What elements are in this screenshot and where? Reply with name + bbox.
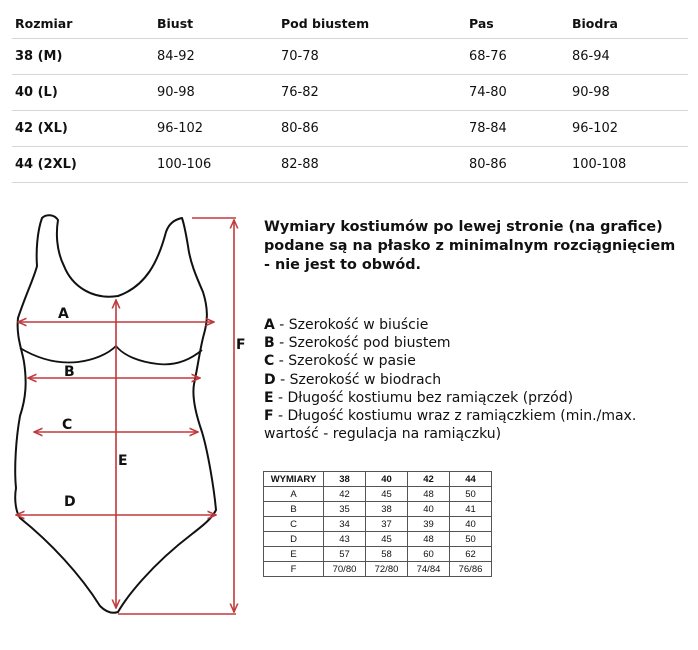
table-row <box>12 39 688 75</box>
table-row <box>264 517 492 532</box>
table-cell: 40 <box>408 502 450 517</box>
legend-key: E <box>264 389 274 406</box>
size-cell: 44 (2XL) <box>15 157 77 172</box>
table-cell: 37 <box>366 517 408 532</box>
label-a: A <box>58 306 69 322</box>
table-row <box>12 111 688 147</box>
header-cell: WYMIARY <box>264 472 324 487</box>
bust-cell: 90-98 <box>157 85 195 100</box>
table-cell: 60 <box>408 547 450 562</box>
header-cell: 42 <box>408 472 450 487</box>
size-table <box>12 8 688 183</box>
table-cell: 43 <box>324 532 366 547</box>
header-waist: Pas <box>469 15 494 31</box>
table-row <box>264 547 492 562</box>
table-cell: F <box>264 562 324 577</box>
table-cell: D <box>264 532 324 547</box>
bust-seam <box>20 346 202 364</box>
waist-cell: 78-84 <box>469 121 507 136</box>
size-table-header <box>12 8 688 39</box>
table-cell: 41 <box>450 502 492 517</box>
waist-cell: 74-80 <box>469 85 507 100</box>
table-cell: 58 <box>366 547 408 562</box>
table-row <box>12 75 688 111</box>
legend-key: C <box>264 353 275 370</box>
swimsuit-diagram <box>0 200 260 630</box>
dimensions-table <box>263 471 492 577</box>
table-cell: 50 <box>450 487 492 502</box>
bust-cell: 84-92 <box>157 49 195 64</box>
measurement-note <box>264 218 694 275</box>
underbust-cell: 70-78 <box>281 49 319 64</box>
header-size: Rozmiar <box>15 15 73 31</box>
legend-text: - Długość kostiumu bez ramiączek (przód) <box>273 389 574 406</box>
note-line: podane są na płasko z minimalnym rozciągnięciem <box>264 238 676 254</box>
legend-text: - Długość kostiumu wraz z ramiączkiem (min./max. <box>273 408 637 425</box>
table-row <box>264 562 492 577</box>
legend-key: A <box>264 317 275 333</box>
table-cell: 57 <box>324 547 366 562</box>
table-cell: 76/86 <box>450 562 492 577</box>
hips-cell: 100-108 <box>572 157 627 172</box>
legend-continuation: wartość - regulacja na ramiączku) <box>264 426 502 443</box>
hips-cell: 90-98 <box>572 85 610 100</box>
label-f: F <box>236 337 246 353</box>
table-cell: 39 <box>408 517 450 532</box>
table-cell: B <box>264 502 324 517</box>
table-cell: C <box>264 517 324 532</box>
waist-cell: 80-86 <box>469 157 507 172</box>
hips-cell: 96-102 <box>572 121 619 136</box>
table-cell: 45 <box>366 532 408 547</box>
table-cell: 48 <box>408 487 450 502</box>
table-row <box>264 502 492 517</box>
measurement-legend <box>264 316 694 443</box>
hips-cell: 86-94 <box>572 49 610 64</box>
legend-item <box>264 371 694 389</box>
table-cell: 50 <box>450 532 492 547</box>
legend-item <box>264 352 694 370</box>
legend-key: F <box>264 408 274 425</box>
table-cell: E <box>264 547 324 562</box>
table-cell: 48 <box>408 532 450 547</box>
legend-key: D <box>264 371 276 388</box>
table-cell: 40 <box>450 517 492 532</box>
legend-item <box>264 389 694 407</box>
table-cell: 34 <box>324 517 366 532</box>
header-cell: 44 <box>450 472 492 487</box>
waist-cell: 68-76 <box>469 49 507 64</box>
header-cell: 38 <box>324 472 366 487</box>
dimensions-header <box>264 472 492 487</box>
table-cell: 74/84 <box>408 562 450 577</box>
legend-text: - Szerokość w pasie <box>274 353 416 370</box>
label-b: B <box>64 364 75 380</box>
table-cell: 72/80 <box>366 562 408 577</box>
header-hips: Biodra <box>572 15 618 31</box>
underbust-cell: 76-82 <box>281 85 319 100</box>
legend-text: - Szerokość w biodrach <box>275 371 442 388</box>
legend-item <box>264 316 694 334</box>
table-row <box>12 147 688 183</box>
legend-text: - Szerokość w biuście <box>274 317 429 333</box>
table-row <box>264 532 492 547</box>
underbust-cell: 80-86 <box>281 121 319 136</box>
legend-key: B <box>264 335 275 352</box>
table-cell: 70/80 <box>324 562 366 577</box>
size-cell: 40 (L) <box>15 85 58 100</box>
bust-cell: 100-106 <box>157 157 212 172</box>
table-cell: 35 <box>324 502 366 517</box>
table-row <box>264 487 492 502</box>
header-underbust: Pod biustem <box>281 15 370 31</box>
note-line: Wymiary kostiumów po lewej stronie (na grafice) <box>264 219 663 235</box>
table-cell: 38 <box>366 502 408 517</box>
header-cell: 40 <box>366 472 408 487</box>
size-cell: 42 (XL) <box>15 121 68 136</box>
header-bust: Biust <box>157 15 194 31</box>
label-d: D <box>64 494 76 510</box>
label-e: E <box>118 453 128 469</box>
legend-item <box>264 334 694 352</box>
label-c: C <box>62 417 73 433</box>
bust-cell: 96-102 <box>157 121 204 136</box>
table-cell: 42 <box>324 487 366 502</box>
size-cell: 38 (M) <box>15 49 63 64</box>
table-cell: A <box>264 487 324 502</box>
note-line: - nie jest to obwód. <box>264 257 421 273</box>
underbust-cell: 82-88 <box>281 157 319 172</box>
legend-item <box>264 407 694 425</box>
table-cell: 62 <box>450 547 492 562</box>
legend-text: - Szerokość pod biustem <box>274 335 451 352</box>
table-cell: 45 <box>366 487 408 502</box>
